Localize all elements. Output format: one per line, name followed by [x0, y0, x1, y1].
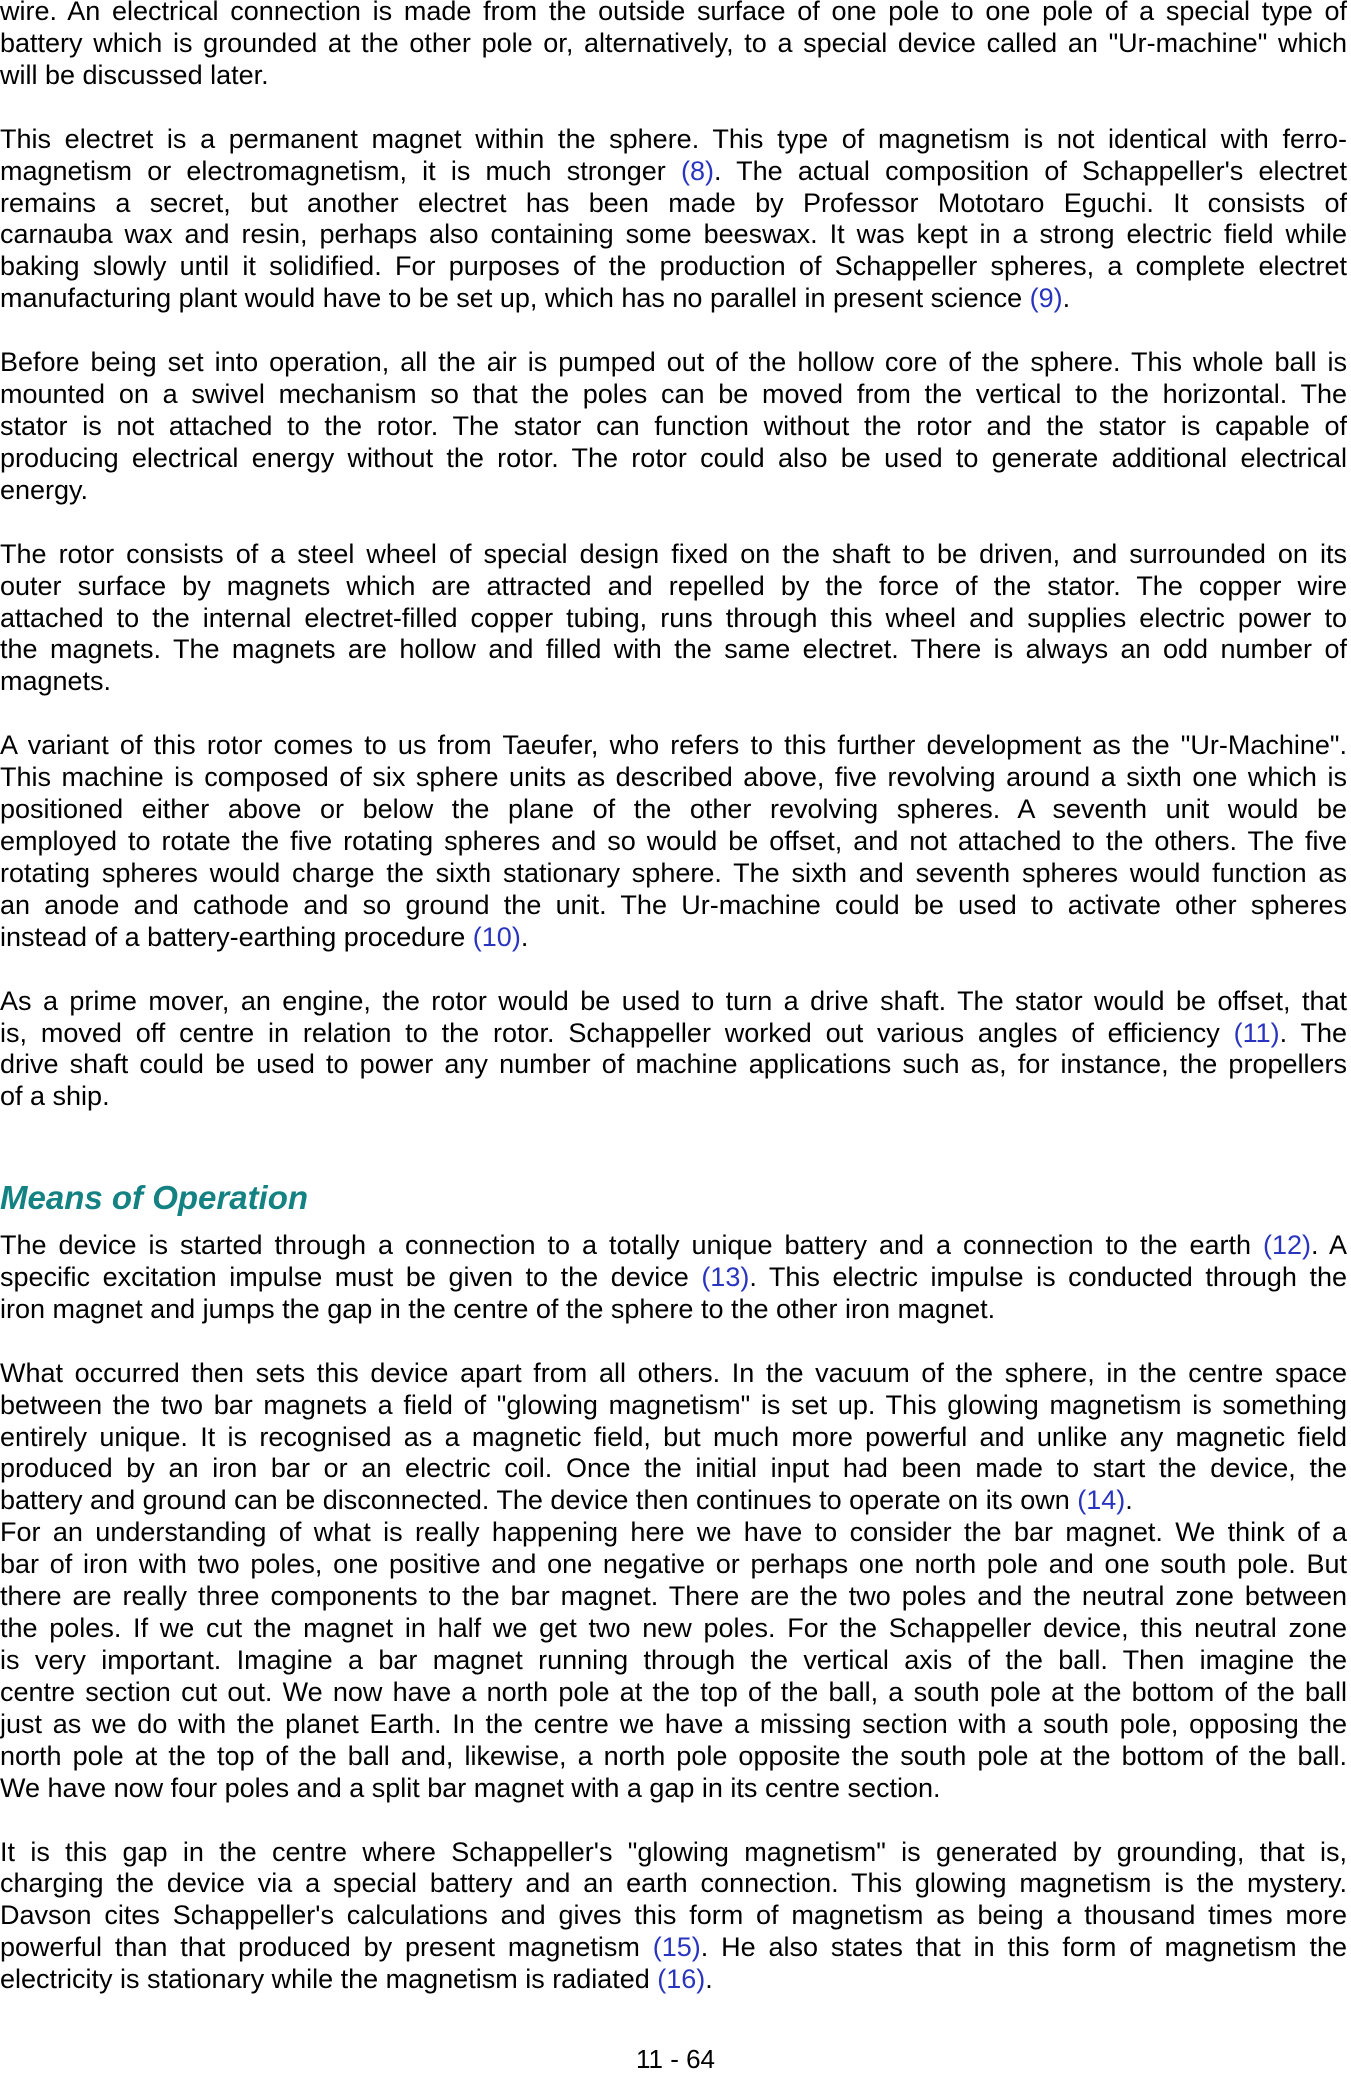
text-line — [0, 1773, 1347, 1805]
text-segment: . The actual composition of Schappeller's electret — [713, 155, 1347, 186]
text-segment: the poles. If we cut the magnet in half we get two new poles. For the Schappeller device, this neutral zone — [0, 1613, 1347, 1644]
text-segment: mounted on a swivel mechanism so that the poles can be moved from the vertical to the horizontal. The — [0, 379, 1347, 410]
text-line — [0, 1485, 1347, 1517]
text-segment: . He also states that in this form of magnetism the — [700, 1932, 1347, 1963]
text-line — [0, 251, 1347, 283]
section-heading: Means of Operation — [0, 1179, 309, 1216]
text-line — [0, 1081, 1347, 1113]
text-segment: For an understanding of what is really happening here we have to consider the bar magnet. We think of a — [0, 1517, 1347, 1548]
text-segment: . — [705, 1964, 713, 1995]
text-line — [0, 219, 1347, 251]
citation-link[interactable]: (15) — [652, 1932, 701, 1963]
text-segment: attached to the internal electret-filled copper tubing, runs through this wheel and supplies electric power to — [0, 602, 1347, 633]
paragraph — [0, 539, 1347, 699]
paragraph — [0, 124, 1347, 316]
text-segment: . This electric impulse is conducted through the — [749, 1261, 1347, 1292]
text-line — [0, 379, 1347, 411]
text-segment: electricity is stationary while the magnetism is radiated — [0, 1964, 658, 1995]
text-segment: bar of iron with two poles, one positive and one negative or perhaps one north pole and one south pole. But — [0, 1549, 1347, 1580]
text-segment: carnauba wax and resin, perhaps also containing some beeswax. It was kept in a strong electric field while — [0, 219, 1347, 250]
citation-link[interactable]: (10) — [472, 921, 521, 952]
text-segment: battery which is grounded at the other pole or, alternatively, to a special device called an "Ur-machine" which — [0, 27, 1347, 58]
text-line — [0, 826, 1347, 858]
text-segment: This machine is composed of six sphere units as described above, five revolving around a sixth one which is — [0, 762, 1347, 793]
text-segment: instead of a battery-earthing procedure — [0, 921, 473, 952]
citation-link[interactable]: (8) — [680, 155, 714, 186]
text-segment: The device is started through a connection to a totally unique battery and a connection to the earth — [0, 1230, 1263, 1260]
text-line — [0, 1932, 1347, 1964]
text-line — [0, 603, 1347, 635]
text-segment: battery and ground can be disconnected. The device then continues to operate on its own — [0, 1485, 1078, 1516]
text-segment: The rotor consists of a steel wheel of special design fixed on the shaft to be driven, and surrounded on its — [0, 538, 1347, 569]
text-line — [0, 1964, 1347, 1996]
paragraph — [0, 1517, 1347, 1804]
text-line — [0, 1549, 1347, 1581]
citation-link[interactable]: (9) — [1029, 283, 1063, 314]
text-line — [0, 1900, 1347, 1932]
text-segment: producing electrical energy without the rotor. The rotor could also be used to generate additional electrical — [0, 442, 1347, 473]
text-segment: . — [1062, 283, 1071, 314]
text-line — [0, 28, 1347, 60]
text-line — [0, 1741, 1347, 1773]
text-segment: manufacturing plant would have to be set up, which has no parallel in present science — [0, 283, 1030, 314]
text-segment: stator is not attached to the rotor. The stator can function without the rotor and the stator is capable of — [0, 410, 1347, 441]
text-line — [0, 1581, 1347, 1613]
text-line — [0, 571, 1347, 603]
text-line — [0, 1837, 1347, 1869]
text-segment: energy. — [0, 474, 89, 505]
text-segment: . The — [1279, 1017, 1347, 1048]
text-segment: This electret is a permanent magnet within the sphere. This type of magnetism is not identical with ferro- — [0, 123, 1347, 154]
text-segment: outer surface by magnets which are attracted and repelled by the force of the stator. The copper wire — [0, 570, 1347, 601]
text-segment: We have now four poles and a split bar magnet with a gap in its centre section. — [0, 1772, 941, 1803]
text-segment: It is this gap in the centre where Schappeller's "glowing magnetism" is generated by grounding, that is, — [0, 1836, 1347, 1867]
text-line — [0, 1049, 1347, 1081]
paragraph — [0, 1358, 1347, 1518]
text-segment: What occurred then sets this device apart from all others. In the vacuum of the sphere, in the centre space — [0, 1357, 1347, 1388]
text-line — [0, 1868, 1347, 1900]
paragraph — [0, 730, 1347, 953]
text-line — [0, 1358, 1347, 1390]
text-line — [0, 1422, 1347, 1454]
text-segment: is, moved off centre in relation to the rotor. Schappeller worked out various angles of efficiency — [0, 1017, 1234, 1048]
text-line — [0, 1390, 1347, 1422]
text-segment: just as we do with the planet Earth. In the centre we have a missing section with a south pole, opposing the — [0, 1708, 1347, 1739]
text-segment: magnetism or electromagnetism, it is much stronger — [0, 155, 681, 186]
text-segment: will be discussed later. — [0, 59, 269, 90]
text-line — [0, 411, 1347, 443]
citation-link[interactable]: (16) — [657, 1964, 706, 1995]
text-line — [0, 188, 1347, 220]
text-line — [0, 986, 1347, 1018]
text-line — [0, 634, 1347, 666]
text-segment: of a ship. — [0, 1081, 110, 1112]
citation-link[interactable]: (13) — [701, 1261, 750, 1292]
text-segment: As a prime mover, an engine, the rotor would be used to turn a drive shaft. The stator would be offset, that — [0, 985, 1347, 1016]
citation-link[interactable]: (11) — [1233, 1017, 1280, 1048]
text-segment: an anode and cathode and so ground the unit. The Ur-machine could be used to activate other spheres — [0, 889, 1347, 920]
text-line — [0, 1645, 1347, 1677]
text-line — [0, 539, 1347, 571]
citation-link[interactable]: (14) — [1077, 1485, 1126, 1516]
text-segment: baking slowly until it solidified. For purposes of the production of Schappeller spheres, a complete electret — [0, 251, 1347, 282]
text-segment: rotating spheres would charge the sixth stationary sphere. The sixth and seventh spheres would function as — [0, 857, 1347, 888]
text-line — [0, 762, 1347, 794]
text-line — [0, 1677, 1347, 1709]
text-segment: the magnets. The magnets are hollow and filled with the same electret. There is always an odd number of — [0, 634, 1347, 665]
text-line — [0, 0, 1347, 28]
text-segment: Before being set into operation, all the air is pumped out of the hollow core of the sphere. This whole ball is — [0, 347, 1347, 378]
text-segment: there are really three components to the bar magnet. There are the two poles and the neutral zone between — [0, 1581, 1347, 1612]
paragraph — [0, 986, 1347, 1114]
text-line — [0, 1294, 1347, 1326]
paragraph — [0, 1230, 1347, 1326]
page-number: 11 - 64 — [635, 2044, 715, 2073]
text-line — [0, 730, 1347, 762]
text-segment: Davson cites Schappeller's calculations and gives this form of magnetism as being a thousand times more — [0, 1900, 1347, 1931]
text-line — [0, 283, 1347, 315]
text-line — [0, 443, 1347, 475]
text-segment: entirely unique. It is recognised as a magnetic field, but much more powerful and unlike any magnetic field — [0, 1421, 1347, 1452]
text-segment: remains a secret, but another electret has been made by Professor Mototaro Eguchi. It consists of — [0, 187, 1347, 218]
citation-link[interactable]: (12) — [1262, 1230, 1311, 1260]
text-segment: charging the device via a special battery and an earth connection. This glowing magnetism is the mystery. — [0, 1868, 1347, 1899]
paragraph — [0, 0, 1347, 92]
paragraph — [0, 347, 1347, 507]
text-segment: wire. An electrical connection is made from the outside surface of one pole to one pole of a special type of — [0, 0, 1347, 26]
text-line — [0, 794, 1347, 826]
text-segment: between the two bar magnets a field of "glowing magnetism" is set up. This glowing magnetism is something — [0, 1389, 1347, 1420]
text-segment: A variant of this rotor comes to us from Taeufer, who refers to this further development as the "Ur-Machine". — [0, 730, 1347, 761]
paragraph — [0, 1837, 1347, 1997]
text-line — [0, 124, 1347, 156]
text-segment: employed to rotate the five rotating spheres and so would be offset, and not attached to the others. The five — [0, 825, 1347, 856]
text-segment: produced by an iron bar or an electric coil. Once the initial input had been made to start the device, the — [0, 1453, 1347, 1484]
text-line — [0, 1709, 1347, 1741]
text-line — [0, 1453, 1347, 1485]
text-line — [0, 1230, 1347, 1262]
body-text-lower — [0, 1230, 1347, 1996]
text-segment: positioned either above or below the plane of the other revolving spheres. A seventh unit would be — [0, 794, 1347, 825]
text-segment: . — [1125, 1485, 1133, 1516]
text-segment: specific excitation impulse must be given to the device — [0, 1261, 702, 1292]
text-segment: north pole at the top of the ball and, likewise, a north pole opposite the south pole at the bottom of the ball. — [0, 1740, 1347, 1771]
text-line — [0, 475, 1347, 507]
text-segment: . — [520, 921, 529, 952]
text-line — [0, 858, 1347, 890]
text-segment: magnets. — [0, 666, 112, 697]
text-line — [0, 156, 1347, 188]
text-line — [0, 1262, 1347, 1294]
text-segment: iron magnet and jumps the gap in the centre of the sphere to the other iron magnet. — [0, 1293, 996, 1324]
text-line — [0, 1517, 1347, 1549]
text-line — [0, 347, 1347, 379]
text-segment: centre section cut out. We now have a north pole at the top of the ball, a south pole at the bottom of the ball — [0, 1676, 1347, 1707]
text-line — [0, 890, 1347, 922]
text-line — [0, 1613, 1347, 1645]
text-segment: is very important. Imagine a bar magnet running through the vertical axis of the ball. Then imagine the — [0, 1644, 1347, 1675]
text-line — [0, 1018, 1347, 1050]
text-segment: . A — [1311, 1230, 1347, 1260]
text-segment: drive shaft could be used to power any number of machine applications such as, for instance, the propellers — [0, 1049, 1347, 1080]
text-line — [0, 922, 1347, 954]
text-line — [0, 666, 1347, 698]
text-segment: powerful than that produced by present magnetism — [0, 1932, 653, 1963]
text-line — [0, 60, 1347, 92]
